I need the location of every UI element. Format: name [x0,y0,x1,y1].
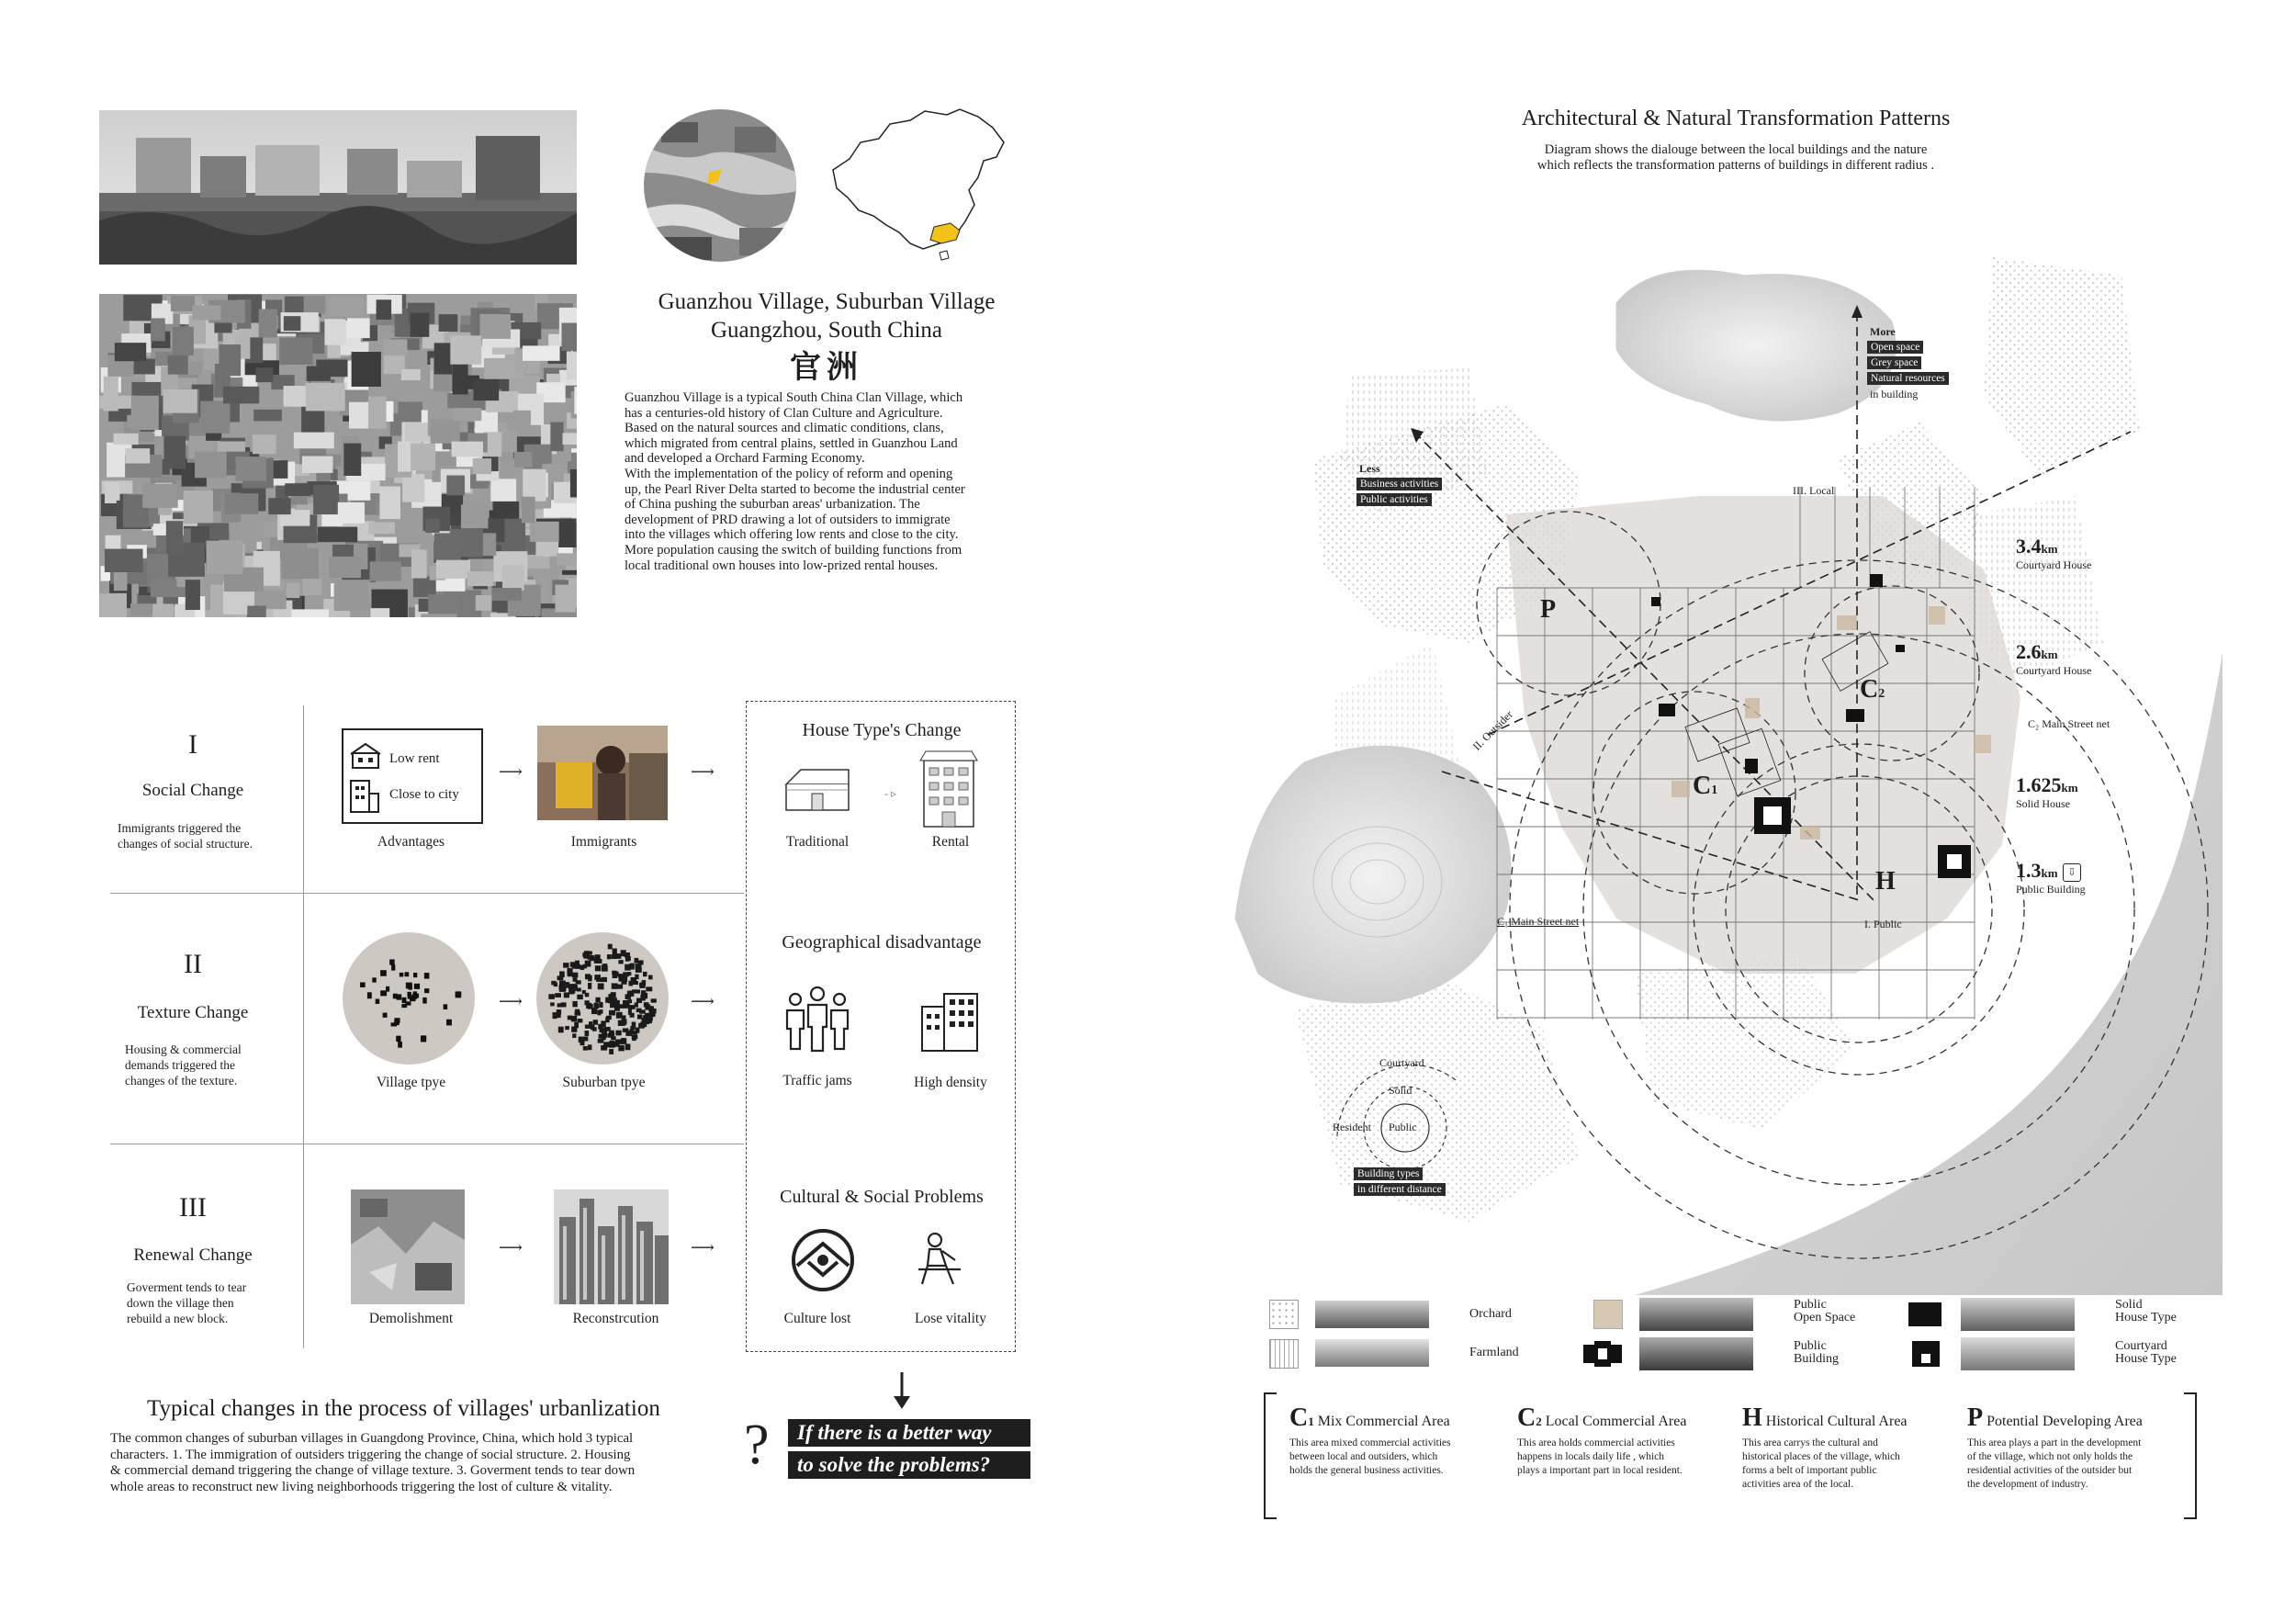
map-subtitle-line: Diagram shows the dialouge between the local buildings and the nature [1544,142,1928,157]
advantage-low-rent: Low rent [389,751,440,766]
inset-resident: Resident [1333,1121,1371,1133]
row-desc-line: Goverment tends to tear [127,1280,247,1294]
house-icon [349,742,382,774]
legend-public-building-swatch [1580,1339,1626,1373]
zone-letter-h: H [1875,867,1896,896]
arrow-right-icon: - ▹ [884,787,897,800]
zone-sub: 1 [1308,1414,1314,1428]
intro-line: up, the Pearl River Delta started to become the industrial center [625,481,965,497]
typical-line: & commercial demand triggering the change of village texture. 3. Goverment tends to tear down [110,1463,636,1478]
axis-outsider-label: II. Outsider [1469,707,1515,753]
intro-line: of China pushing the suburban areas' urbanization. The [625,497,920,513]
zone-desc [1289,1437,1501,1478]
zone-desc-line: forms a belt of important public [1742,1465,1877,1476]
header-geographical-disadvantage: Geographical disadvantage [782,932,982,952]
zone-desc [1517,1437,1728,1478]
legend-public-open-photo [1639,1298,1753,1331]
radius-label: Solid House [2016,797,2071,810]
hill-west [1235,746,1511,1003]
zone-title: Local Commercial Area [1545,1414,1687,1429]
table-divider-row-1 [110,893,744,894]
radius-value [2016,859,2086,883]
radius-3-4 [2016,535,2091,572]
tag-grey-space: Grey space [1867,356,1921,369]
legend-farmland-label: Farmland [1469,1346,1519,1359]
legend-line: Solid [2115,1298,2143,1312]
callout-line-2: to solve the problems? [788,1451,1030,1479]
intro-line: development of PRD drawing a lot of outsiders to immigrate [625,512,951,527]
legend-solid-swatch [1908,1302,1941,1326]
typical-line: characters. 1. The immigration of outsiders triggering the change of social structure. 2. Housing [110,1447,631,1462]
caption-immigrants: Immigrants [570,834,637,850]
radius-1-3 [2016,859,2086,896]
caption-high-density: High density [914,1075,987,1090]
legend-line: Building [1794,1352,1840,1366]
caption-reconstruction: Reconstrcution [572,1311,659,1326]
caption-traditional: Traditional [785,834,850,850]
legend-orchard-photo [1315,1301,1429,1328]
building-icon [347,777,380,818]
legend-line: Open Space [1794,1311,1856,1324]
caption-culture-lost: Culture lost [783,1311,851,1326]
arrow-right-icon: ⟶ [691,992,715,1010]
zone-title: Historical Cultural Area [1765,1414,1908,1429]
traditional-house-icon [781,762,854,824]
radius-unit: km [2041,542,2058,556]
legend-courtyard-photo [1961,1337,2075,1370]
radius-number: 1.3 [2016,859,2042,882]
zone-letter-c1-main: C [1693,772,1712,800]
row-title-3: Renewal Change [133,1245,253,1265]
table-divider-vertical [303,705,304,1348]
tag-in-different-distance: in different distance [1354,1183,1446,1196]
row-desc-line: changes of social structure. [118,837,253,851]
radius-label: Courtyard House [2016,664,2092,677]
lose-vitality-icon [909,1229,974,1298]
map-subtitle [1414,142,2057,174]
zone-h [1742,1403,1953,1492]
radius-number: 3.4 [2016,535,2042,558]
public-building-icon: ⇩ [2063,863,2081,882]
village-texture-circle [342,931,476,1070]
row-desc-line: demands triggered the [125,1058,235,1072]
c2-main-street-label: C₂ Main Street net [2028,717,2110,730]
caption-advantages: Advantages [377,834,445,850]
radius-number: 2.6 [2016,640,2042,663]
zone-title: Potential Developing Area [1986,1414,2143,1429]
row-desc-line: rebuild a new block. [127,1312,229,1325]
tag-business-activities: Business activities [1356,478,1442,490]
intro-line: has a centuries-old history of Clan Culture and Agriculture. [625,405,943,421]
caption-village-type: Village tpye [376,1075,446,1090]
radius-unit: km [2041,866,2058,880]
c1-main-street-label: C₁ Main Street net [1497,915,1580,928]
header-cultural-social-problems: Cultural & Social Problems [780,1187,984,1207]
header-house-type-change: House Type's Change [802,720,962,740]
caption-rental: Rental [931,834,970,850]
zone-heading [1967,1403,2188,1433]
intro-line: With the implementation of the policy of reform and opening [625,466,953,481]
reconstruction-photo [554,1189,669,1304]
radius-value [2016,773,2078,797]
arrow-right-icon: ⟶ [499,1238,523,1257]
aerial-circle-map [643,108,797,263]
immigrants-photo [537,726,668,820]
tag-public-activities: Public activities [1356,493,1432,506]
village-title [625,287,1029,344]
legend-line: House Type [2115,1311,2177,1324]
zone-desc-line: This area carrys the cultural and [1742,1437,1878,1448]
zone-desc-line: the development of industry. [1967,1479,2088,1490]
zone-heading [1742,1403,1953,1433]
row-title-1: Social Change [141,781,244,800]
radius-unit: km [2041,648,2058,661]
row-desc-line: Immigrants triggered the [118,821,242,835]
zone-letter-c1-sub: 1 [1711,783,1718,797]
intro-line: which migrated from central plains, settled in Guanzhou Land [625,435,958,451]
caption-demolishment: Demolishment [368,1311,454,1326]
village-photo-dense [99,294,577,617]
less-label: Less [1359,462,1380,475]
radius-number: 1.625 [2016,773,2062,796]
legend-farmland-photo [1315,1339,1429,1367]
zone-desc-line: This area plays a part in the development [1967,1437,2142,1448]
radius-value [2016,535,2091,558]
row-desc-2 [125,1042,309,1088]
row-number-2: II [184,949,202,979]
map-subtitle-line: which reflects the transformation patterns of buildings in different radius . [1536,158,1935,173]
legend-public-open-label [1794,1299,1855,1324]
zone-letter: H [1742,1403,1762,1432]
arrow-right-icon: ⟶ [691,762,715,781]
more-tail: in building [1870,388,1919,400]
legend-line: Public [1794,1339,1827,1353]
zone-sub: 2 [1536,1414,1542,1428]
tag-building-types: Building types [1354,1167,1423,1180]
caption-lose-vitality: Lose vitality [915,1311,986,1326]
typical-changes-text [110,1431,735,1495]
village-photo-top [99,110,577,265]
zone-desc-line: This area holds commercial activities [1517,1437,1675,1448]
title-line-1: Guanzhou Village, Suburban Village [658,289,996,314]
legend-line: Courtyard [2115,1339,2167,1353]
village-footprint [1506,496,2020,974]
zone-letter: C [1289,1403,1309,1432]
intro-line: local traditional own houses into low-prized rental houses. [625,558,939,573]
typical-changes-title: Typical changes in the process of villages' urbanlization [147,1396,660,1421]
zone-letter-p: P [1540,595,1557,624]
more-label: More [1870,325,1896,338]
row-number-1: I [188,729,197,760]
arrow-right-icon: ⟶ [691,1238,715,1257]
zone-desc-line: historical places of the village, which [1742,1451,1900,1462]
zone-desc-line: residential activities of the outsider but [1967,1465,2133,1476]
zones-bracket-left [1264,1392,1277,1519]
radius-2-6 [2016,640,2091,678]
chinese-title: 官洲 [790,351,863,385]
map-title: Architectural & Natural Transformation Patterns [1521,107,1951,130]
typical-line: whole areas to reconstruct new living neighborhoods triggering the lost of culture & vitality. [110,1479,613,1494]
row-desc-1 [118,820,301,851]
arrow-right-icon: ⟶ [499,762,523,781]
zone-letter-c2 [1860,675,1885,704]
legend-farmland-swatch [1269,1339,1299,1369]
legend-public-building-photo [1639,1337,1753,1370]
radius-unit: km [2061,781,2078,795]
zone-desc [1742,1437,1953,1492]
legend-orchard-swatch [1269,1300,1299,1329]
zone-desc-line: between local and outsiders, which [1289,1451,1438,1462]
zone-desc-line: happens in locals daily life , which [1517,1451,1665,1462]
intro-line: Guanzhou Village is a typical South China Clan Village, which [625,390,963,405]
row-desc-line: changes of the texture. [125,1074,238,1088]
radius-label: Public Building [2016,883,2086,896]
axis-public-label: I. Public [1864,918,1902,930]
row-desc-line: Housing & commercial [125,1043,242,1056]
advantage-close-to-city: Close to city [389,787,459,802]
typical-line: The common changes of suburban villages in Guangdong Province, China, which hold 3 typical [110,1431,634,1446]
legend-solid-label [2115,1299,2177,1324]
zone-letter: C [1517,1403,1536,1432]
zone-letter: P [1967,1403,1984,1432]
radius-1-625 [2016,773,2078,811]
arrow-right-icon: ⟶ [499,992,523,1010]
tag-natural-resources: Natural resources [1867,372,1949,385]
caption-suburban-type: Suburban tpye [562,1075,646,1090]
intro-line: More population causing the switch of building functions from [625,542,962,558]
axis-local-label: III. Local [1793,484,1835,497]
zone-title: Mix Commercial Area [1317,1414,1450,1429]
inset-courtyard: Courtyard [1379,1056,1424,1069]
row-desc-3 [127,1279,310,1326]
intro-line: into the villages which offering low rents and close to the city. [625,527,959,543]
zone-heading [1517,1403,1728,1433]
callout-line-1: If there is a better way [788,1419,1030,1447]
zone-c2 [1517,1403,1728,1478]
legend-solid-photo [1961,1298,2075,1331]
radius-value [2016,640,2091,664]
row-title-2: Texture Change [137,1003,249,1022]
caption-traffic-jams: Traffic jams [782,1073,852,1088]
radius-label: Courtyard House [2016,558,2092,571]
legend-line: Public [1794,1298,1827,1312]
legend-orchard-label: Orchard [1469,1307,1512,1321]
row-desc-line: down the village then [127,1296,234,1310]
zone-heading [1289,1403,1501,1433]
legend-line: House Type [2115,1352,2177,1366]
zone-letter-c2-sub: 2 [1878,687,1885,701]
zone-letter-c1 [1693,772,1717,801]
question-mark: ? [744,1414,770,1476]
zone-desc-line: This area mixed commercial activities [1289,1437,1451,1448]
row-number-3: III [179,1192,207,1223]
crowd-icon [782,985,852,1059]
suburban-texture-circle [535,931,670,1070]
legend-public-open-swatch [1593,1300,1623,1329]
tag-open-space: Open space [1867,341,1923,354]
hill-north [1616,270,1896,421]
arrow-down-icon [891,1372,913,1415]
high-density-icon [918,988,983,1057]
culture-lost-icon [788,1225,858,1300]
zone-c1 [1289,1403,1501,1478]
intro-line: Based on the natural sources and climatic conditions, clans, [625,421,944,436]
zone-desc-line: plays a important part in local resident. [1517,1465,1683,1476]
intro-paragraph [625,390,1029,573]
rental-building-icon [918,744,979,833]
legend-courtyard-label [2115,1340,2177,1366]
title-line-2: Guangzhou, South China [710,318,943,343]
intro-line: and developed a Orchard Farming Economy. [625,451,865,467]
zone-desc [1967,1437,2188,1492]
zone-p [1967,1403,2188,1492]
inset-solid: Solid [1389,1084,1412,1097]
demolishment-photo [351,1189,465,1304]
legend-public-building-label [1794,1340,1839,1366]
china-map [822,106,1010,264]
zone-letter-c2-main: C [1860,675,1879,704]
inset-public: Public [1389,1121,1417,1133]
zone-desc-line: holds the general business activities. [1289,1465,1444,1476]
zone-desc-line: of the village, which not only holds the [1967,1451,2133,1462]
legend-courtyard-swatch [1912,1341,1940,1371]
zone-desc-line: activities area of the local. [1742,1479,1854,1490]
